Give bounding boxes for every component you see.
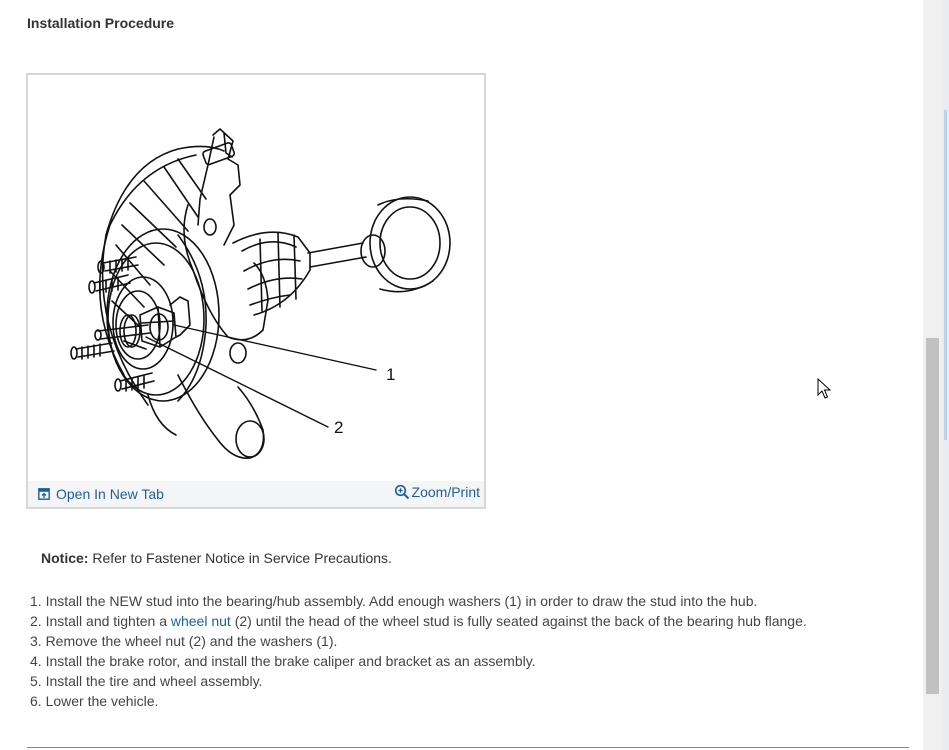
notice-body: Refer to Fastener Notice in Service Precautions.	[88, 550, 392, 566]
step-2-suffix: (2) until the head of the wheel stud is fully seated against the back of the bearing hub flange.	[230, 613, 807, 629]
step-3: 3. Remove the wheel nut (2) and the washers (1).	[30, 633, 338, 649]
wheel-nut-link[interactable]: wheel nut	[170, 613, 231, 629]
open-new-tab-icon	[38, 488, 50, 500]
scrollbar-thumb[interactable]	[926, 338, 939, 694]
zoom-print-label: Zoom/Print	[411, 484, 480, 500]
mouse-cursor-icon	[817, 378, 831, 400]
section-title: Installation Procedure	[27, 15, 175, 31]
notice-text	[41, 550, 392, 566]
step-1: 1. Install the NEW stud into the bearing/hub assembly. Add enough washers (1) in order to draw the stud into the hub.	[30, 593, 758, 609]
step-2-prefix: 2. Install and tighten a	[30, 613, 171, 629]
open-in-new-tab-link[interactable]	[38, 486, 164, 502]
section-divider	[27, 747, 909, 748]
open-in-new-tab-label: Open In New Tab	[56, 486, 164, 502]
step-4: 4. Install the brake rotor, and install the brake caliper and bracket as an assembly.	[30, 653, 536, 669]
callout-2: 2	[334, 418, 344, 437]
step-6: 6. Lower the vehicle.	[30, 693, 159, 709]
zoom-print-link[interactable]	[394, 484, 480, 500]
zoom-magnifier-icon	[394, 484, 410, 500]
procedure-steps	[30, 591, 807, 711]
outer-scrollbar-thumb[interactable]	[944, 110, 947, 440]
callout-1: 1	[386, 365, 396, 384]
figure-toolbar	[28, 481, 484, 507]
hub-assembly-illustration[interactable]	[28, 75, 484, 483]
step-2	[30, 611, 807, 631]
notice-label: Notice:	[41, 550, 89, 566]
step-5: 5. Install the tire and wheel assembly.	[30, 673, 263, 689]
figure-panel	[26, 73, 486, 509]
